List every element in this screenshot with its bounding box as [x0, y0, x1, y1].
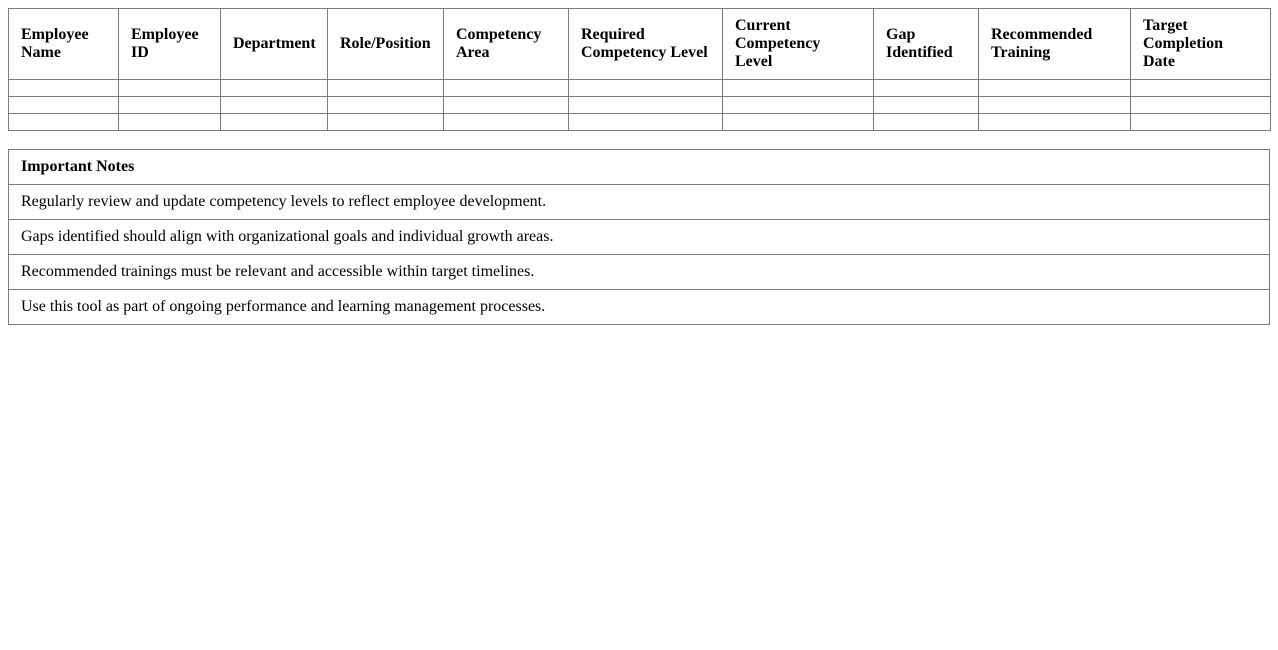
- header-required-competency-level: Required Competency Level: [569, 9, 723, 80]
- table-cell[interactable]: [874, 80, 979, 97]
- table-row: [9, 114, 1271, 131]
- header-employee-name: Employee Name: [9, 9, 119, 80]
- table-cell[interactable]: [444, 114, 569, 131]
- table-cell[interactable]: [979, 80, 1131, 97]
- table-row: [9, 97, 1271, 114]
- header-competency-area: Competency Area: [444, 9, 569, 80]
- note-row: [9, 255, 1270, 290]
- table-header-row: [9, 9, 1271, 80]
- table-cell[interactable]: [569, 97, 723, 114]
- document: [8, 8, 1270, 325]
- important-notes-table: [8, 149, 1270, 325]
- note-item: Gaps identified should align with organizational goals and individual growth areas.: [9, 220, 1270, 255]
- table-cell[interactable]: [569, 114, 723, 131]
- table-cell[interactable]: [9, 114, 119, 131]
- table-cell[interactable]: [119, 114, 221, 131]
- header-employee-id: Employee ID: [119, 9, 221, 80]
- table-cell[interactable]: [979, 114, 1131, 131]
- note-item: Regularly review and update competency levels to reflect employee development.: [9, 185, 1270, 220]
- header-gap-identified: Gap Identified: [874, 9, 979, 80]
- header-target-completion-date: Target Completion Date: [1131, 9, 1271, 80]
- table-cell[interactable]: [444, 80, 569, 97]
- table-cell[interactable]: [221, 80, 328, 97]
- table-cell[interactable]: [9, 97, 119, 114]
- table-cell[interactable]: [723, 80, 874, 97]
- notes-heading: Important Notes: [9, 150, 1270, 185]
- table-cell[interactable]: [328, 80, 444, 97]
- table-cell[interactable]: [328, 97, 444, 114]
- table-cell[interactable]: [9, 80, 119, 97]
- notes-heading-row: [9, 150, 1270, 185]
- table-cell[interactable]: [1131, 114, 1271, 131]
- table-cell[interactable]: [444, 97, 569, 114]
- table-cell[interactable]: [221, 97, 328, 114]
- table-cell[interactable]: [119, 97, 221, 114]
- table-cell[interactable]: [221, 114, 328, 131]
- table-row: [9, 80, 1271, 97]
- table-cell[interactable]: [328, 114, 444, 131]
- table-cell[interactable]: [119, 80, 221, 97]
- note-item: Use this tool as part of ongoing performance and learning management processes.: [9, 290, 1270, 325]
- table-cell[interactable]: [1131, 97, 1271, 114]
- note-row: [9, 220, 1270, 255]
- table-cell[interactable]: [874, 114, 979, 131]
- header-role-position: Role/Position: [328, 9, 444, 80]
- table-cell[interactable]: [723, 97, 874, 114]
- note-row: [9, 290, 1270, 325]
- table-cell[interactable]: [874, 97, 979, 114]
- header-recommended-training: Recommended Training: [979, 9, 1131, 80]
- header-current-competency-level: Current Competency Level: [723, 9, 874, 80]
- table-cell[interactable]: [979, 97, 1131, 114]
- note-row: [9, 185, 1270, 220]
- table-cell[interactable]: [723, 114, 874, 131]
- header-department: Department: [221, 9, 328, 80]
- note-item: Recommended trainings must be relevant and accessible within target timelines.: [9, 255, 1270, 290]
- table-cell[interactable]: [1131, 80, 1271, 97]
- table-cell[interactable]: [569, 80, 723, 97]
- competency-gap-table: [8, 8, 1271, 131]
